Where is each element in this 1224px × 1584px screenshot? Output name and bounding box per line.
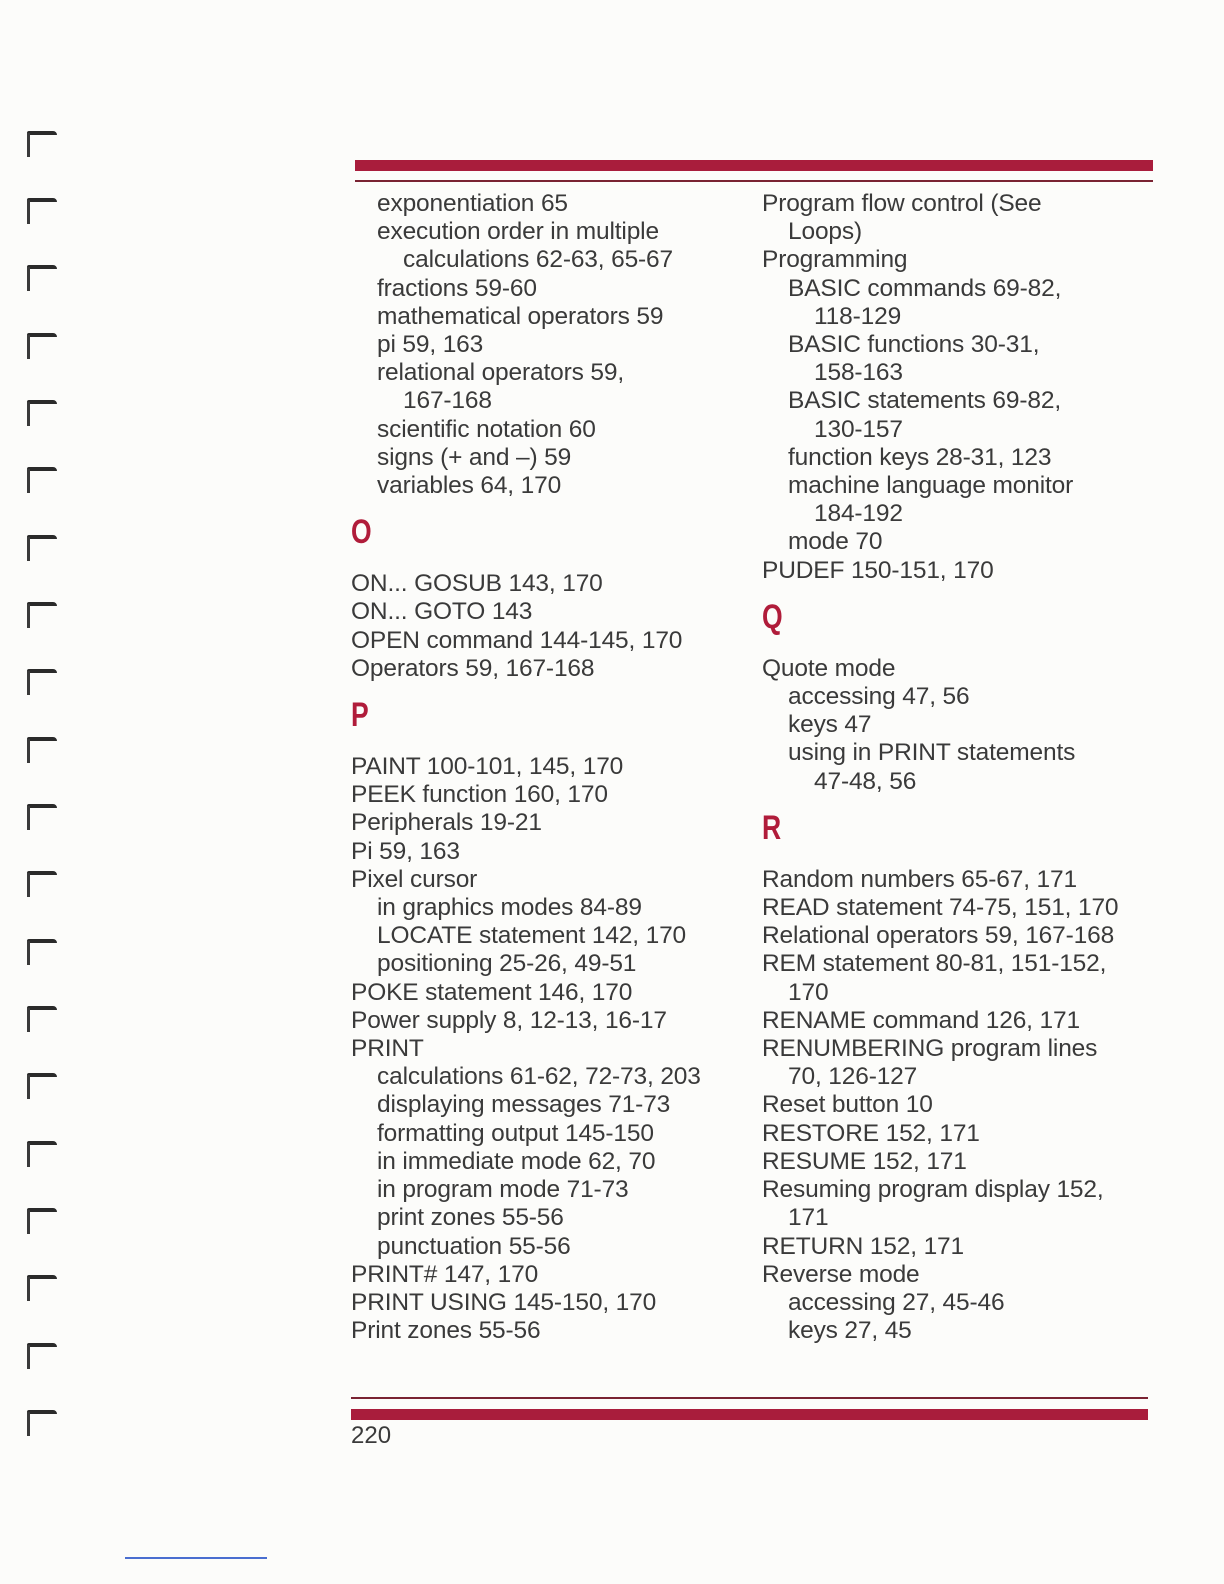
index-subentry: 171 [788, 1204, 829, 1232]
index-subentry: exponentiation 65 [377, 190, 568, 217]
index-subentry: 47-48, 56 [814, 767, 917, 795]
index-subentry: 184-192 [814, 500, 903, 528]
punch-hole-icon [27, 1073, 57, 1103]
index-entry: Pixel cursor [351, 865, 478, 893]
punch-hole-icon [27, 535, 57, 565]
punch-hole-icon [27, 400, 57, 430]
index-column-left [351, 190, 731, 1345]
index-subentry: scientific notation 60 [377, 415, 596, 443]
index-subentry: BASIC commands 69-82, [788, 274, 1062, 302]
punch-hole-icon [27, 1006, 57, 1036]
index-entry: Operators 59, 167-168 [351, 654, 595, 682]
index-entry: RESUME 152, 171 [762, 1147, 967, 1175]
index-entry: PRINT# 147, 170 [351, 1260, 539, 1288]
index-subentry: keys 27, 45 [788, 1317, 912, 1345]
index-subentry: 118-129 [814, 302, 902, 330]
index-entry: Relational operators 59, 167-168 [762, 922, 1115, 950]
index-entry: ON... GOTO 143 [351, 598, 533, 626]
index-entry: PAINT 100-101, 145, 170 [351, 753, 624, 781]
index-entry: Reverse mode [762, 1260, 920, 1288]
punch-hole-icon [27, 602, 57, 632]
index-subentry: positioning 25-26, 49-51 [377, 950, 637, 978]
index-entry: Quote mode [762, 654, 896, 682]
index-subentry: 130-157 [814, 415, 903, 443]
index-entry: PEEK function 160, 170 [351, 781, 608, 809]
index-subentry: calculations 61-62, 72-73, 203 [377, 1063, 701, 1091]
punch-hole-icon [27, 1141, 57, 1171]
index-column-right [762, 190, 1157, 1345]
punch-hole-icon [27, 1275, 57, 1305]
index-subentry: accessing 47, 56 [788, 683, 970, 711]
index-subentry: machine language monitor [788, 472, 1074, 500]
index-entry: Reset button 10 [762, 1091, 933, 1119]
section-letter-q: Q [762, 597, 783, 636]
punch-hole-icon [27, 871, 57, 901]
page-number: 220 [351, 1422, 392, 1449]
index-subentry: accessing 27, 45-46 [788, 1288, 1005, 1316]
index-subentry: variables 64, 170 [377, 472, 562, 500]
punch-hole-icon [27, 669, 57, 699]
index-subentry: in program mode 71-73 [377, 1176, 629, 1204]
punch-hole-icon [27, 1410, 57, 1440]
index-subentry: punctuation 55-56 [377, 1232, 571, 1260]
index-entry: Resuming program display 152, [762, 1176, 1104, 1204]
index-subentry: 158-163 [814, 359, 903, 387]
index-entry: Print zones 55-56 [351, 1317, 541, 1345]
index-subentry: LOCATE statement 142, 170 [377, 922, 687, 950]
punch-hole-icon [27, 737, 57, 767]
index-subentry: in graphics modes 84-89 [377, 894, 642, 922]
index-subentry: displaying messages 71-73 [377, 1091, 671, 1119]
index-entry: PRINT USING 145-150, 170 [351, 1288, 657, 1316]
index-subentry: 167-168 [403, 387, 492, 415]
index-subentry: in immediate mode 62, 70 [377, 1147, 656, 1175]
index-subentry: relational operators 59, [377, 359, 624, 387]
index-subentry: mode 70 [788, 528, 883, 556]
punch-hole-icon [27, 131, 57, 161]
index-subentry: BASIC functions 30-31, [788, 331, 1040, 359]
index-entry: OPEN command 144-145, 170 [351, 626, 683, 654]
punch-hole-icon [27, 804, 57, 834]
index-subentry: calculations 62-63, 65-67 [403, 246, 674, 274]
punch-hole-icon [27, 1343, 57, 1373]
index-entry: Programming [762, 246, 908, 274]
index-entry: RENAME command 126, 171 [762, 1006, 1080, 1034]
footer-rule [351, 1397, 1148, 1399]
punch-hole-icon [27, 467, 57, 497]
index-subentry: Loops) [788, 218, 863, 246]
punch-hole-icon [27, 939, 57, 969]
section-letter-p: P [351, 696, 369, 735]
punch-hole-icon [27, 265, 57, 295]
index-subentry: formatting output 145-150 [377, 1119, 654, 1147]
index-entry: PRINT [351, 1035, 424, 1063]
index-subentry: BASIC statements 69-82, [788, 387, 1061, 415]
index-subentry: mathematical operators 59 [377, 302, 664, 330]
index-entry: REM statement 80-81, 151-152, [762, 950, 1107, 978]
index-subentry: signs (+ and –) 59 [377, 443, 572, 471]
index-subentry: 70, 126-127 [788, 1063, 918, 1091]
index-entry: Peripherals 19-21 [351, 809, 542, 837]
index-entry: Random numbers 65-67, 171 [762, 865, 1077, 893]
section-letter-r: R [762, 808, 782, 847]
index-entry: READ statement 74-75, 151, 170 [762, 894, 1119, 922]
section-letter-o: O [351, 513, 372, 552]
index-entry: RETURN 152, 171 [762, 1232, 965, 1260]
footer-underline [125, 1557, 267, 1559]
index-entry: RENUMBERING program lines [762, 1035, 1098, 1063]
index-subentry: function keys 28-31, 123 [788, 443, 1052, 471]
index-entry: RESTORE 152, 171 [762, 1119, 980, 1147]
index-subentry: execution order in multiple [377, 218, 659, 246]
index-entry: POKE statement 146, 170 [351, 978, 633, 1006]
punch-hole-icon [27, 333, 57, 363]
index-subentry: keys 47 [788, 711, 872, 739]
index-entry: PUDEF 150-151, 170 [762, 556, 994, 584]
index-entry: Pi 59, 163 [351, 837, 460, 865]
index-entry: ON... GOSUB 143, 170 [351, 570, 603, 598]
index-subentry: pi 59, 163 [377, 331, 484, 359]
index-subentry: fractions 59-60 [377, 274, 537, 302]
header-rule [355, 180, 1153, 182]
index-subentry: 170 [788, 978, 829, 1006]
index-entry: Power supply 8, 12-13, 16-17 [351, 1006, 667, 1034]
index-subentry: print zones 55-56 [377, 1204, 564, 1232]
index-entry: Program flow control (See [762, 190, 1042, 217]
index-subentry: using in PRINT statements [788, 739, 1076, 767]
punch-hole-icon [27, 198, 57, 228]
header-accent-bar [355, 160, 1153, 171]
footer-accent-bar [351, 1409, 1148, 1420]
punch-hole-icon [27, 1208, 57, 1238]
